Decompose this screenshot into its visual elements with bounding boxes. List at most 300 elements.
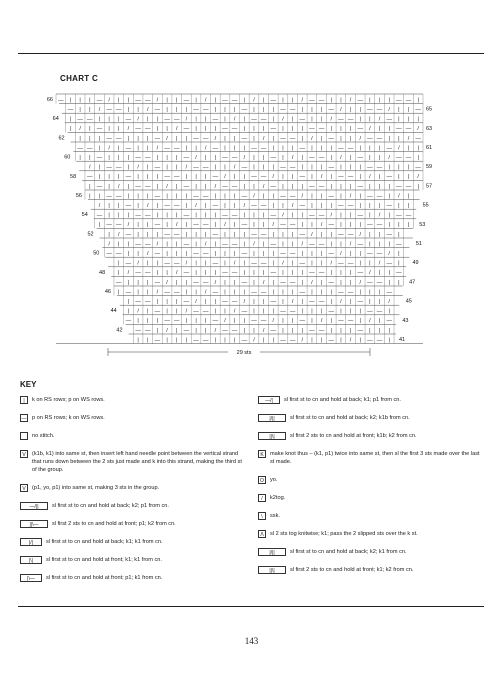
chart-cell-symbol: — [260,116,267,123]
key-symbol-icon: V [20,484,28,492]
chart-cell-symbol: | [243,145,246,152]
chart-cell-symbol: | [204,231,207,238]
chart-cell-symbol: | [349,222,352,229]
chart-cell-symbol: — [280,279,286,286]
chart-cell-symbol: / [224,174,226,181]
chart-cell-symbol: | [340,308,342,315]
chart-cell-symbol: | [359,289,361,296]
chart-cell-symbol: — [145,155,151,161]
chart-cell-symbol: | [166,270,168,277]
chart-cell-symbol: | [301,308,303,315]
chart-cell-symbol: — [106,222,112,229]
chart-cell-symbol: | [320,231,323,238]
chart-cell-symbol: / [127,126,130,133]
chart-cell-symbol: | [272,107,275,113]
left-row-number: 66 [46,97,53,103]
chart-cell-symbol: | [195,231,197,238]
chart-cell-symbol: | [388,97,390,104]
chart-cell-symbol: | [388,212,390,219]
chart-cell-symbol: | [330,126,332,133]
chart-cell-symbol: | [195,97,197,104]
chart-cell-symbol: — [241,107,248,113]
chart-cell-symbol: | [349,164,352,171]
chart-cell-symbol: / [417,126,419,133]
chart-cell-symbol: | [359,203,361,209]
chart-cell-symbol: | [398,222,400,229]
chart-cell-symbol: / [214,183,217,190]
chart-cell-symbol: / [388,155,390,161]
chart-cell-symbol: | [243,270,246,277]
chart-cell-symbol: | [311,289,313,296]
key-description: sl first 2 sts to cn and hold at front; k1b; k2 from cn. [290,433,417,439]
chart-cell-symbol: — [357,126,363,133]
chart-cell-symbol: | [311,193,313,200]
bottom-rule [18,606,484,607]
chart-cell-symbol: | [204,318,207,325]
chart-cell-symbol: | [349,212,352,219]
chart-cell-symbol: | [195,318,197,325]
chart-cell-symbol: | [378,174,381,181]
chart-cell-symbol: | [320,251,323,257]
chart-cell-symbol: — [173,289,180,296]
chart-cell-symbol: | [147,279,149,286]
chart-cell-symbol: | [301,222,303,229]
chart-cell-symbol: | [262,155,265,161]
chart-cell-symbol: / [340,299,342,305]
chart-cell-symbol: — [154,107,161,113]
chart-cell-symbol: | [253,251,255,257]
chart-cell-symbol: — [367,164,373,171]
chart-cell-symbol: — [376,193,383,200]
chart-cell-symbol: / [204,241,207,248]
chart-cell-symbol: — [367,107,373,113]
chart-cell-symbol: / [388,299,390,305]
chart-cell-symbol: / [156,97,159,104]
chart-cell-symbol: | [301,251,303,257]
chart-cell-symbol: — [145,270,151,277]
chart-cell-symbol: | [272,260,275,267]
chart-cell-symbol: | [359,260,361,267]
chart-cell-symbol: | [378,203,381,209]
chart-cell-symbol: — [67,107,74,113]
chart-cell-symbol: / [243,155,246,161]
key-description: sl first st to cn and hold at back; k2; p1 from cn. [52,503,169,509]
chart-cell-symbol: | [243,231,246,238]
chart-cell-symbol: | [108,203,110,209]
chart-cell-symbol: | [340,337,342,344]
chart-cell-symbol: | [398,279,400,286]
chart-cell-symbol: | [417,145,419,152]
chart-cell-symbol: — [347,203,354,209]
chart-cell-symbol: | [320,289,323,296]
chart-cell-symbol: | [204,299,207,305]
chart-cell-symbol: | [349,308,352,315]
right-row-number: 49 [412,260,419,267]
chart-cell-symbol: | [282,270,284,277]
chart-cell-symbol: — [386,145,392,152]
key-description: yo. [270,477,278,483]
chart-cell-symbol: / [359,279,361,286]
chart-cell-symbol: | [407,174,410,181]
chart-cell-symbol: — [328,279,334,286]
chart-cell-symbol: | [195,270,197,277]
chart-cell-symbol: — [405,183,412,190]
chart-cell-symbol: / [98,203,101,209]
chart-cell-symbol: — [289,308,296,315]
chart-cell-symbol: — [164,203,170,209]
key-symbol-icon: \ [258,512,266,520]
width-label: 29 sts [236,350,252,356]
chart-cell-symbol: / [253,241,255,248]
chart-cell-symbol: — [164,116,170,123]
chart-cell-symbol: | [233,135,236,142]
chart-cell-symbol: | [291,174,294,181]
chart-cell-symbol: | [224,260,226,267]
chart-cell-symbol: — [222,97,228,104]
key-description: k on RS rows; p on WS rows. [32,397,105,403]
chart-cell-symbol: / [204,145,207,152]
chart-cell-symbol: / [137,164,139,171]
chart-cell-symbol: — [309,155,315,161]
chart-cell-symbol: | [262,299,265,305]
key-symbol-icon: O [258,476,266,484]
chart-cell-symbol: | [262,212,265,219]
chart-cell-symbol: | [108,183,110,190]
chart-cell-symbol: — [106,251,112,257]
chart-cell-symbol: — [270,183,277,190]
chart-cell-symbol: — [135,97,141,104]
chart-cell-symbol: | [79,107,81,113]
chart-cell-symbol: | [195,126,197,133]
chart-cell-symbol: | [137,222,139,229]
chart-cell-symbol: | [185,203,188,209]
chart-cell-symbol: | [282,241,284,248]
chart-cell-symbol: | [282,97,284,104]
chart-cell-symbol: | [137,279,139,286]
chart-cell-symbol: | [127,164,130,171]
chart-cell-symbol: | [233,231,236,238]
chart-cell-symbol: | [349,135,352,142]
chart-cell-symbol: — [96,126,103,133]
chart-cell-symbol: / [224,222,226,229]
chart-cell-symbol: — [357,212,363,219]
chart-cell-symbol: / [320,174,323,181]
chart-cell-symbol: | [417,155,419,161]
chart-cell-symbol: — [96,155,103,161]
chart-cell-symbol: — [193,222,199,229]
chart-cell-symbol: | [214,241,217,248]
chart-cell-symbol: — [77,145,83,152]
chart-cell-symbol: / [407,135,410,142]
chart-cell-symbol: | [378,299,381,305]
chart-cell-symbol: — [347,231,354,238]
chart-cell-symbol: | [340,222,342,229]
chart-cell-symbol: | [378,327,381,334]
chart-cell-symbol: / [166,327,168,334]
chart-cell-symbol: — [96,183,103,190]
chart-cell-symbol: — [328,135,334,142]
chart-cell-symbol: — [347,260,354,267]
chart-cell-symbol: | [118,174,120,181]
chart-cell-symbol: | [301,327,303,334]
chart-cell-symbol: | [349,155,352,161]
chart-cell-symbol: / [330,260,333,267]
chart-cell-symbol: | [127,251,130,257]
chart-cell-symbol: | [272,337,275,344]
chart-cell-symbol: | [291,212,294,219]
chart-cell-symbol: — [299,116,306,123]
chart-cell-symbol: / [214,135,217,142]
chart-cell-symbol: / [398,193,400,200]
chart-cell-symbol: — [260,203,267,209]
chart-cell-symbol: / [166,279,168,286]
chart-cell-symbol: | [185,174,188,181]
chart-cell-symbol: / [214,279,217,286]
chart-cell-symbol: | [311,116,313,123]
chart-cell-symbol: | [398,231,400,238]
key-description: (k1b, k1) into same st, then insert left hand needle point between the vertical strand that runs down between the 2 sts just made and k into this strand, making the third st of the group. [32,451,242,473]
chart-cell-symbol: | [224,107,226,113]
chart-cell-symbol: / [349,337,352,344]
chart-cell-symbol: — [125,231,132,238]
chart-cell-symbol: — [183,183,190,190]
chart-cell-symbol: / [175,270,178,277]
chart-cell-symbol: | [176,327,178,334]
chart-cell-symbol: / [388,107,390,113]
chart-cell-symbol: | [301,299,303,305]
chart-cell-symbol: | [214,164,217,171]
chart-cell-symbol: | [98,135,101,142]
key-description: sl 2 sts tog knitwise; k1; pass the 2 slipped sts over the k st. [270,531,418,537]
chart-cell-symbol: | [291,231,294,238]
chart-cell-symbol: / [378,116,381,123]
chart-cell-symbol: | [108,212,110,219]
chart-cell-symbol: | [243,174,246,181]
chart-cell-symbol: / [166,135,168,142]
chart-cell-symbol: — [87,145,93,152]
chart-cell-symbol: | [311,318,313,325]
chart-cell-symbol: — [396,126,402,133]
chart-cell-symbol: / [156,145,159,152]
chart-cell-symbol: | [388,126,390,133]
chart-cell-symbol: — [318,155,325,161]
chart-cell-symbol: | [243,212,246,219]
chart-cell-symbol: | [224,337,226,344]
chart-cell-symbol: — [183,241,190,248]
chart-cell-symbol: — [183,155,190,161]
chart-cell-symbol: | [176,183,178,190]
chart-cell-symbol: / [349,193,352,200]
left-row-number: 60 [64,154,71,161]
chart-cell-symbol: — [260,318,267,325]
chart-cell-symbol: | [176,279,178,286]
chart-cell-symbol: — [396,183,402,190]
chart-cell-symbol: | [224,135,226,142]
chart-cell-symbol: — [260,174,267,181]
chart-cell-symbol: — [328,107,334,113]
chart-cell-symbol: | [378,183,381,190]
key-item [258,396,484,404]
chart-cell-symbol: | [340,270,342,277]
key-item [258,530,484,538]
chart-cell-symbol: | [137,107,139,113]
chart-cell-symbol: — [222,212,228,219]
chart-cell-symbol: — [280,251,286,257]
chart-cell-symbol: | [398,203,400,209]
chart-cell-symbol: — [251,231,257,238]
chart-cell-symbol: — [318,97,325,104]
chart-cell-symbol: | [127,279,130,286]
key-item [20,502,242,510]
chart-cell-symbol: — [328,222,334,229]
chart-cell-symbol: | [204,270,207,277]
chart-cell-symbol: — [116,193,122,200]
chart-cell-symbol: / [349,241,352,248]
chart-cell-symbol: | [291,270,294,277]
chart-cell-symbol: / [118,231,120,238]
chart-cell-symbol: | [185,279,188,286]
chart-cell-symbol: | [291,289,294,296]
chart-cell-symbol: — [231,97,238,104]
chart-cell-symbol: | [311,164,313,171]
chart-cell-symbol: — [96,212,103,219]
chart-cell-symbol: / [349,97,352,104]
chart-cell-symbol: | [301,164,303,171]
chart-cell-symbol: | [166,97,168,104]
chart-cell-symbol: — [386,318,392,325]
chart-cell-symbol: | [262,164,265,171]
chart-cell-symbol: | [204,327,207,334]
chart-cell-symbol: — [270,212,277,219]
chart-cell-symbol: | [204,260,207,267]
key-description: sl first st to cn and hold at back; k2; k1 from cn. [290,549,407,555]
chart-cell-symbol: | [398,251,400,257]
chart-cell-symbol: — [289,251,296,257]
chart-cell-symbol: / [118,183,120,190]
chart-cell-symbol: | [195,145,197,152]
chart-cell-symbol: | [398,135,400,142]
chart-cell-symbol: | [378,231,381,238]
chart-cell-symbol: — [154,164,161,171]
chart-cell-symbol: | [204,203,207,209]
chart-cell-symbol: — [251,318,257,325]
chart-cell-symbol: — [289,222,296,229]
chart-cell-symbol: | [127,155,130,161]
chart-cell-symbol: — [193,251,199,257]
chart-cell-symbol: | [185,193,188,200]
key-title: KEY [20,380,37,389]
chart-cell-symbol: — [173,174,180,181]
chart-cell-symbol: — [116,164,122,171]
chart-cell-symbol: | [176,337,178,344]
chart-cell-symbol: / [146,251,149,257]
chart-cell-symbol: | [359,174,361,181]
chart-cell-symbol: — [251,289,257,296]
chart-cell-symbol: | [147,231,149,238]
chart-cell-symbol: | [204,155,207,161]
chart-cell-symbol: — [222,183,228,190]
chart-cell-symbol: | [359,193,361,200]
key-description: make knot thus – (k1, p1) twice into same st, then sl the first 3 sts made over the last st made. [270,451,480,465]
left-row-number: 48 [99,269,106,276]
chart-cell-symbol: / [185,164,188,171]
chart-cell-symbol: — [318,270,325,277]
chart-cell-symbol: | [147,193,149,200]
chart-cell-symbol: — [405,126,412,133]
chart-cell-symbol: — [289,193,296,200]
chart-cell-symbol: | [69,126,72,133]
chart-cell-symbol: | [407,222,410,229]
chart-cell-symbol: | [272,116,275,123]
chart-cell-symbol: — [231,155,238,161]
chart-cell-symbol: | [127,97,130,104]
chart-cell-symbol: — [367,279,373,286]
chart-cell-symbol: | [224,145,226,152]
chart-cell-symbol: | [118,145,120,152]
chart-cell-symbol: — [193,279,199,286]
chart-cell-symbol: — [154,279,161,286]
chart-cell-symbol: — [270,299,277,305]
chart-cell-symbol: | [320,116,323,123]
chart-cell-symbol: | [369,327,371,334]
chart-cell-symbol: / [185,116,188,123]
chart-cell-symbol: | [147,222,149,229]
chart-cell-symbol: | [417,116,419,123]
chart-cell-symbol: / [369,126,371,133]
chart-cell-symbol: — [251,203,257,209]
chart-cell-symbol: | [156,183,159,190]
chart-cell-symbol: — [135,270,141,277]
chart-cell-symbol: | [340,164,342,171]
chart-cell-symbol: | [195,241,197,248]
chart-cell-symbol: — [202,308,209,315]
chart-title: CHART C [60,74,99,83]
right-row-number: 63 [426,125,433,132]
chart-cell-symbol: | [369,97,371,104]
chart-cell-symbol: | [89,97,91,104]
chart-cell-symbol: | [108,174,110,181]
chart-cell-symbol: — [309,183,315,190]
chart-cell-symbol: | [388,308,390,315]
key-symbol-icon: | [20,396,28,404]
chart-cell-symbol: | [407,107,410,113]
chart-cell-symbol: | [272,135,275,142]
chart-cell-symbol: — [289,164,296,171]
chart-cell-symbol: | [320,135,323,142]
chart-cell-symbol: | [311,203,313,209]
right-row-number: 43 [402,317,409,324]
chart-cell-symbol: — [367,135,373,142]
chart-cell-symbol: | [224,279,226,286]
chart-cell-symbol: | [195,183,197,190]
chart-cell-symbol: | [233,145,236,152]
chart-cell-symbol: | [214,299,217,305]
chart-cell-symbol: | [282,174,284,181]
chart-cell-symbol: — [106,164,112,171]
key-description: k2tog. [270,495,286,501]
chart-cell-symbol: | [253,164,255,171]
chart-cell-symbol: | [166,251,168,257]
chart-cell-symbol: | [185,145,188,152]
key-description: sl first st to cn and hold at front; p1; k1 from cn. [46,575,163,581]
chart-cell-symbol: — [280,164,286,171]
key-symbol-icon: K [258,450,266,458]
chart-cell-symbol: — [367,308,373,315]
chart-cell-symbol: | [156,116,159,123]
chart-cell-symbol: | [224,116,226,123]
chart-cell-symbol: | [233,174,236,181]
chart-cell-symbol: / [253,97,255,104]
